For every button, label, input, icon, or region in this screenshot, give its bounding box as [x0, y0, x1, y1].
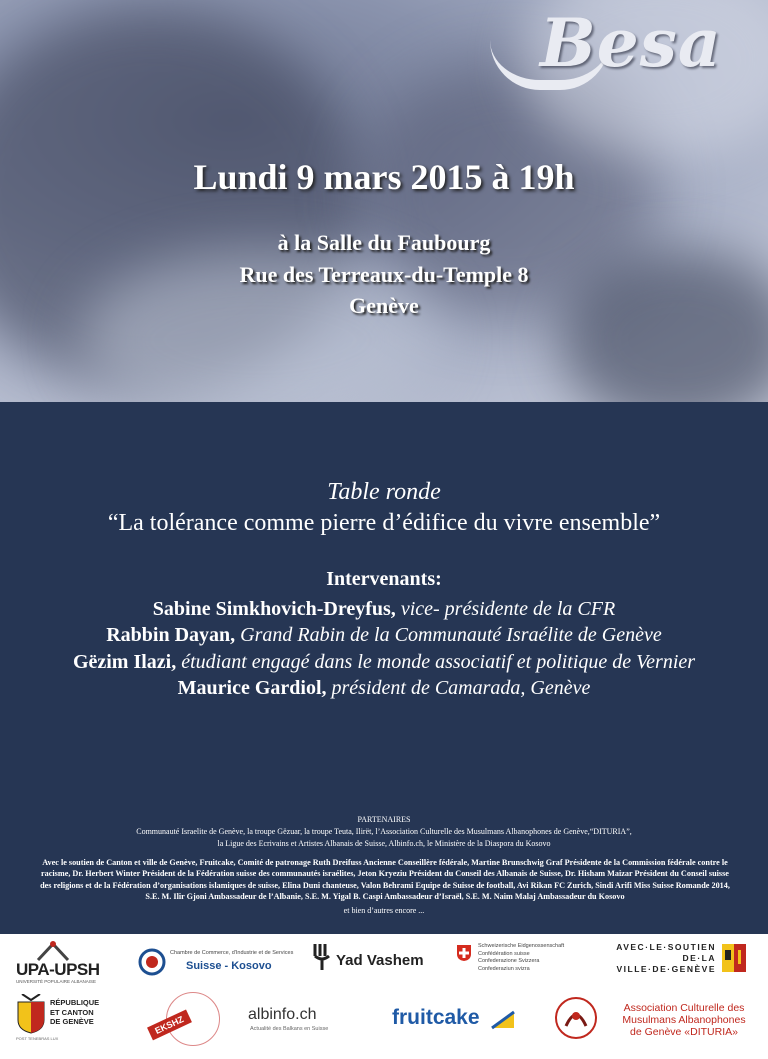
- confederation-logo: Schweizerische Eidgenossenschaft Confédération suisse Confederazione Svizzera Confederaziun svizra: [456, 942, 576, 986]
- fruitcake-logo: fruitcake: [392, 1006, 532, 1036]
- upa-emblem-icon: [36, 940, 70, 962]
- ekshz-logo: EKSHZ: [146, 992, 226, 1048]
- canton-geneve-logo: RÉPUBLIQUE ET CANTON DE GENÈVE POST TENEBRAS LUX: [16, 992, 126, 1048]
- besa-logo: Besa: [540, 4, 722, 82]
- speaker-item: [0, 624, 768, 647]
- speaker-role: Grand Rabin de la Communauté Israélite de Genève: [235, 624, 662, 646]
- others-text: et bien d’autres encore ...: [343, 906, 425, 915]
- speaker-name: Maurice Gardiol,: [177, 677, 327, 699]
- venue-name: à la Salle du Faubourg: [277, 230, 491, 255]
- event-date: Lundi 9 mars 2015 à 19h: [193, 157, 575, 197]
- speaker-item: [0, 677, 768, 700]
- speaker-role: vice- présidente de la CFR: [395, 598, 616, 620]
- upa-logo: UPA-UPSH UNIVERSITÉ POPULAIRE ALBANAISE: [16, 940, 116, 984]
- canton-coat-of-arms-icon: [16, 994, 46, 1034]
- speaker-item: [0, 651, 768, 674]
- albinfo-logo: albinfo.ch Actualité des Balkans en Suisse: [248, 1006, 329, 1032]
- partners-line: la Ligue des Ecrivains et Artistes Albanais de Suisse, Albinfo.ch, le Ministère de la Diaspora du Kosovo: [217, 839, 551, 848]
- chambre-emblem-icon: [138, 948, 166, 976]
- dituria-logo: Association Culturelle des Musulmans Albanophones de Genève «DITURIA»: [554, 992, 764, 1048]
- venue-city: Genève: [349, 293, 419, 318]
- speaker-role: président de Camarada, Genève: [326, 677, 591, 699]
- speaker-name: Rabbin Dayan,: [106, 624, 236, 646]
- yad-vashem-logo: Yad Vashem: [312, 942, 432, 978]
- speaker-name: Sabine Simkhovich-Dreyfus,: [152, 598, 396, 620]
- chambre-logo: Chambre de Commerce, d'Industrie et de Services Suisse - Kosovo: [138, 946, 298, 982]
- roundtable-theme: “La tolérance comme pierre d’édifice du vivre ensemble”: [107, 510, 661, 536]
- geneva-coat-of-arms-icon: [722, 944, 746, 972]
- roundtable-title: Table ronde: [327, 479, 441, 505]
- dituria-emblem-icon: [554, 996, 598, 1040]
- speaker-role: étudiant engagé dans le monde associatif et politique de Vernier: [176, 651, 696, 673]
- speaker-name: Gëzim Ilazi,: [72, 651, 177, 673]
- swiss-cross-icon: [456, 944, 472, 962]
- speakers-heading: Intervenants:: [326, 568, 442, 590]
- sponsor-logos: [0, 934, 768, 1059]
- partners-heading: PARTENAIRES: [357, 815, 411, 824]
- speaker-item: [0, 598, 768, 621]
- ville-geneve-logo: AVEC·LE·SOUTIEN DE·LA VILLE·DE·GENÈVE: [598, 942, 758, 982]
- info-panel: [0, 402, 768, 934]
- yad-vashem-emblem-icon: [312, 942, 332, 972]
- partners-line: Communauté Israelite de Genève, la troupe Gëzuar, la troupe Teuta, Ilirët, l’Association Culturelle des Musulmans Albanophones de Genève,“DITURIA”,: [136, 827, 632, 836]
- venue-address: Rue des Terreaux-du-Temple 8: [239, 262, 529, 287]
- hero-photo: [0, 0, 768, 402]
- support-text: Avec le soutien de Canton et ville de Genève, Fruitcake, Comité de patronage Ruth Dreifuss Ancienne Conseillère fédérale, Martine Brunschwig Graf Présidente de la Commission fédérale contre le racisme, Dr. Herbert Winter Président de la Fédération suisse des communautés israélites, Jeton Kryeziu Président du Conseil des Albanais de Suisse, Dr. Hisham Maizar Président du Conseil suisse des religions et de la Fédération d’organisations islamiques de suisse, Elina Duni chanteuse, Valon Behrami Equipe de Suisse de football, Avi Rikan FC Zurich, Sindi Arifi Miss Suisse Romande 2014, S.E. M. Ilir Gjoni Ambassadeur de l’Albanie, S.E. M. Yigal B. Caspi Ambassadeur d’Israël, S.E. M. Naim Malaj Ambassadeur du Kosovo: [40, 858, 730, 902]
- fruitcake-slice-icon: [490, 1008, 516, 1030]
